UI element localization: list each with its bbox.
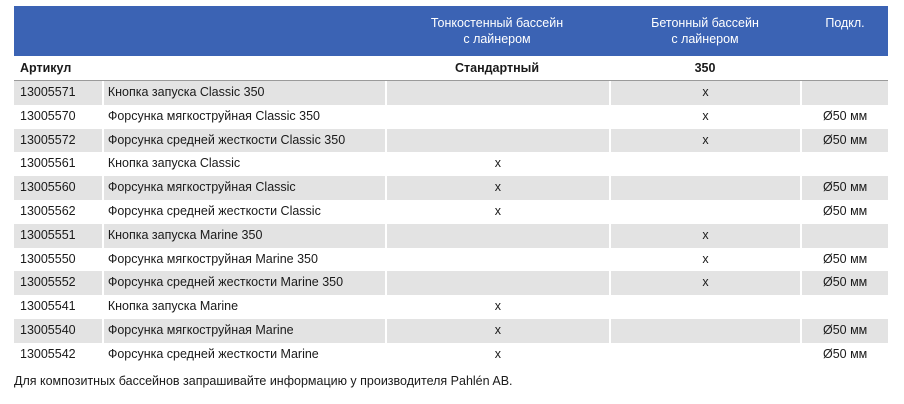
connection-cell: Ø50 мм bbox=[822, 108, 868, 123]
name-cell: Форсунка мягкоструйная Marine bbox=[104, 319, 385, 343]
table-row bbox=[14, 176, 888, 200]
thin-wall-cell: x bbox=[494, 156, 502, 171]
thin-wall-cell bbox=[387, 129, 608, 153]
product-table bbox=[14, 6, 888, 367]
connection-cell bbox=[802, 224, 888, 248]
table-header bbox=[14, 6, 888, 56]
concrete-cell: x bbox=[611, 224, 801, 248]
table-row bbox=[14, 343, 888, 367]
table-row bbox=[14, 224, 888, 248]
subheader-article: Артикул bbox=[20, 61, 72, 75]
name-cell: Форсунка мягкоструйная Classic bbox=[104, 176, 385, 200]
connection-cell bbox=[802, 295, 888, 319]
article-cell: 13005541 bbox=[20, 299, 76, 314]
concrete-cell bbox=[611, 295, 801, 319]
table-row bbox=[14, 319, 888, 343]
article-cell: 13005560 bbox=[14, 176, 102, 200]
concrete-cell bbox=[611, 319, 801, 343]
thin-wall-cell bbox=[387, 271, 608, 295]
article-cell: 13005542 bbox=[20, 346, 76, 361]
thin-wall-cell: x bbox=[494, 203, 502, 218]
thin-wall-cell: x bbox=[494, 299, 502, 314]
table-row bbox=[14, 105, 888, 129]
table-subheader bbox=[14, 56, 888, 81]
table-row bbox=[14, 81, 888, 105]
article-cell: 13005540 bbox=[14, 319, 102, 343]
article-cell: 13005571 bbox=[14, 81, 102, 105]
table-body bbox=[14, 81, 888, 367]
table-row bbox=[14, 271, 888, 295]
thin-wall-cell bbox=[387, 248, 608, 272]
connection-cell bbox=[802, 152, 888, 176]
footnote: Для композитных бассейнов запрашивайте информацию у производителя Pahlén AB. bbox=[14, 374, 513, 388]
name-cell: Кнопка запуска Marine bbox=[107, 299, 239, 314]
concrete-cell bbox=[611, 152, 801, 176]
concrete-cell: x bbox=[611, 129, 801, 153]
article-cell: 13005570 bbox=[20, 108, 76, 123]
thin-wall-cell bbox=[387, 224, 608, 248]
article-cell: 13005561 bbox=[20, 156, 76, 171]
article-cell: 13005572 bbox=[14, 129, 102, 153]
connection-cell: Ø50 мм bbox=[822, 203, 868, 218]
name-cell: Кнопка запуска Classic 350 bbox=[104, 81, 385, 105]
concrete-cell: x bbox=[702, 251, 709, 266]
table-row bbox=[14, 129, 888, 153]
connection-cell: Ø50 мм bbox=[802, 129, 888, 153]
connection-cell bbox=[802, 81, 888, 105]
concrete-cell: x bbox=[611, 81, 801, 105]
name-cell: Форсунка мягкоструйная Classic 350 bbox=[107, 108, 321, 123]
article-cell: 13005551 bbox=[14, 224, 102, 248]
concrete-cell: x bbox=[611, 271, 801, 295]
name-cell: Кнопка запуска Marine 350 bbox=[104, 224, 385, 248]
thin-wall-cell bbox=[387, 105, 608, 129]
connection-cell: Ø50 мм bbox=[822, 346, 868, 361]
name-cell: Форсунка средней жесткости Classic 350 bbox=[104, 129, 385, 153]
article-cell: 13005562 bbox=[20, 203, 76, 218]
table-row bbox=[14, 248, 888, 272]
name-cell: Форсунка средней жесткости Marine bbox=[107, 346, 319, 361]
header-connection: Подкл. bbox=[825, 16, 865, 30]
article-cell: 13005552 bbox=[14, 271, 102, 295]
name-cell: Форсунка средней жесткости Classic bbox=[107, 203, 321, 218]
connection-cell: Ø50 мм bbox=[802, 271, 888, 295]
concrete-cell: x bbox=[702, 108, 709, 123]
subheader-standard: Стандартный bbox=[454, 61, 540, 75]
connection-cell: Ø50 мм bbox=[802, 319, 888, 343]
thin-wall-cell: x bbox=[387, 176, 608, 200]
table-row bbox=[14, 152, 888, 176]
table-row bbox=[14, 295, 888, 319]
table-row bbox=[14, 200, 888, 224]
thin-wall-cell bbox=[387, 81, 608, 105]
header-thin-wall-pool: Тонкостенный бассейн с лайнером bbox=[430, 16, 564, 46]
header-concrete-pool: Бетонный бассейн с лайнером bbox=[651, 16, 759, 46]
name-cell: Форсунка средней жесткости Marine 350 bbox=[104, 271, 385, 295]
name-cell: Форсунка мягкоструйная Marine 350 bbox=[107, 251, 318, 266]
name-cell: Кнопка запуска Classic bbox=[107, 156, 241, 171]
subheader-350: 350 bbox=[694, 61, 716, 75]
thin-wall-cell: x bbox=[494, 346, 502, 361]
thin-wall-cell: x bbox=[387, 319, 608, 343]
article-cell: 13005550 bbox=[20, 251, 76, 266]
connection-cell: Ø50 мм bbox=[822, 251, 868, 266]
concrete-cell bbox=[611, 176, 801, 200]
concrete-cell bbox=[611, 343, 801, 367]
connection-cell: Ø50 мм bbox=[802, 176, 888, 200]
concrete-cell bbox=[611, 200, 801, 224]
